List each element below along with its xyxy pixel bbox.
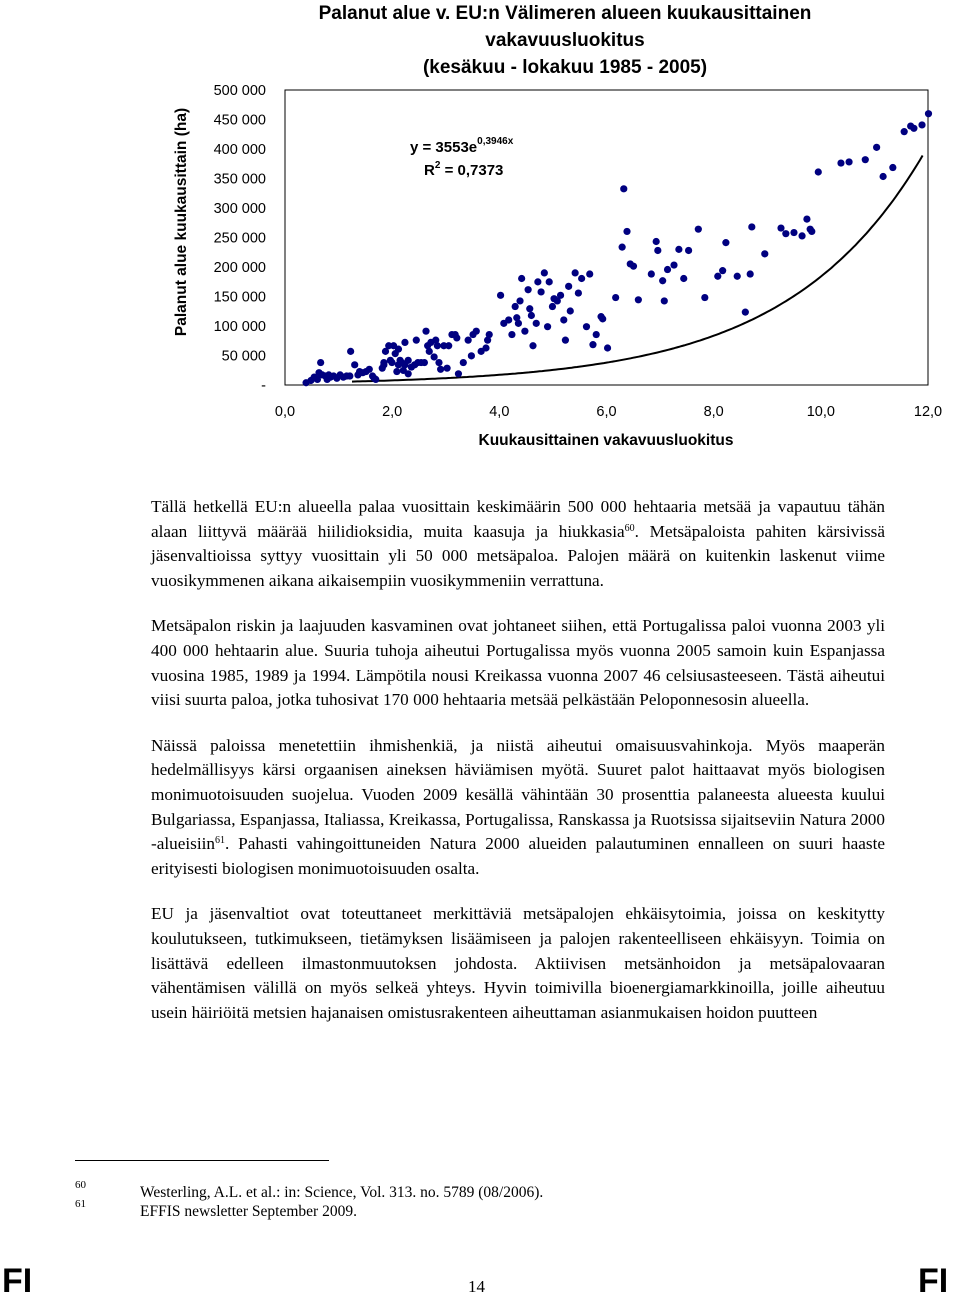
data-point	[837, 159, 844, 166]
y-tick-label: 50 000	[221, 348, 266, 365]
data-point	[565, 283, 572, 290]
data-point	[572, 269, 579, 276]
x-tick-label: 0,0	[274, 404, 296, 420]
data-point	[435, 359, 442, 366]
paragraph-2: Metsäpalon riskin ja laajuuden kasvaminen ovat johtaneet siihen, että Portugalissa paloi vuonna 2003 yli 400 000 hehtaarin alue. Suuria tuhoja aiheutui Portugalissa myös vuonna 2005 samoin kuin Espanjassa vuosina 1985, 1989 ja 1994. Lämpötila nousi Kreikassa vuonna 2007 46 celsiusasteeseen. Tästä aiheutui viisi suurta paloa, jotka tuhosivat 170 000 hehtaaria metsää pelkästään Peloponnesosin alueella.	[151, 616, 885, 710]
data-point	[586, 270, 593, 277]
data-point	[455, 370, 462, 377]
y-tick-label: 500 000	[213, 83, 266, 99]
y-tick-label: 450 000	[213, 112, 266, 129]
data-point	[401, 339, 408, 346]
data-point	[918, 121, 925, 128]
data-point	[453, 334, 460, 341]
data-point	[619, 244, 626, 251]
data-point	[808, 228, 815, 235]
data-point	[701, 294, 708, 301]
data-point	[366, 366, 373, 373]
data-point	[862, 156, 869, 163]
data-point	[630, 263, 637, 270]
paragraph-1: Tällä hetkellä EU:n alueella palaa vuosittain keskimäärin 500 000 hehtaaria metsää ja vapautuu tähän alaan liittyvä määrää hiilidioksidia, muita kaasuja ja hiukkasia$^{60}$. Metsäpaloista pahiten kärsivissä jäsenvaltioissa syttyy vuosittain yli 50 000 metsäpaloa. Palojen määrä on kuitenkin laskenut viime vuosikymmenen aikana aikaisempiin vuosikymmeniin verrattuna.	[151, 497, 885, 590]
data-point	[351, 361, 358, 368]
data-point	[372, 376, 379, 383]
y-tick-label: 350 000	[213, 171, 266, 188]
data-point	[880, 173, 887, 180]
y-tick-label: 100 000	[213, 319, 266, 335]
data-point	[460, 359, 467, 366]
chart-title-line-1: Palanut alue v. EU:n Välimeren alueen kuukausittainen	[318, 3, 812, 24]
data-point	[620, 185, 627, 192]
data-point	[521, 328, 528, 335]
data-point	[422, 328, 429, 335]
data-point	[593, 331, 600, 338]
x-tick-label: 2,0	[382, 404, 403, 420]
data-point	[803, 215, 810, 222]
equation-main: y = 3553e	[410, 139, 478, 156]
body-text	[151, 495, 885, 1046]
data-point	[421, 359, 428, 366]
data-point	[761, 250, 768, 257]
y-tick-label: -	[261, 378, 266, 394]
data-point	[515, 320, 522, 327]
data-point	[426, 348, 433, 355]
data-point	[538, 288, 545, 295]
language-label-right: FI	[918, 1262, 949, 1300]
data-point	[742, 309, 749, 316]
y-tick-label: 200 000	[213, 260, 266, 276]
data-point	[486, 331, 493, 338]
data-point	[664, 266, 671, 273]
footnote-text: Westerling, A.L. et al.: in: Science, Vol. 313. no. 5789 (08/2006).	[140, 1184, 544, 1201]
data-point	[482, 344, 489, 351]
data-point	[533, 320, 540, 327]
data-point	[670, 261, 677, 268]
data-point	[648, 270, 655, 277]
data-point	[405, 357, 412, 364]
data-point	[534, 278, 541, 285]
data-point	[431, 353, 438, 360]
plot-area	[285, 90, 928, 385]
data-point	[347, 348, 354, 355]
data-point	[562, 337, 569, 344]
footnote-ref-60: 60	[624, 522, 635, 534]
r2-superscript: 2	[434, 160, 441, 171]
data-point	[516, 297, 523, 304]
data-point	[557, 292, 564, 299]
data-point	[434, 342, 441, 349]
data-point	[910, 125, 917, 132]
data-point	[777, 224, 784, 231]
data-point	[528, 312, 535, 319]
data-point	[465, 337, 472, 344]
r2-value: = 0,7373	[440, 162, 504, 179]
data-point	[901, 128, 908, 135]
x-tick-label: 6,0	[596, 404, 617, 420]
data-point	[680, 275, 687, 282]
data-point	[578, 275, 585, 282]
data-point	[790, 229, 797, 236]
data-point	[405, 370, 412, 377]
data-point	[549, 303, 556, 310]
footnote-text: EFFIS newsletter September 2009.	[140, 1203, 357, 1220]
data-point	[445, 342, 452, 349]
data-point	[719, 267, 726, 274]
data-point	[443, 365, 450, 372]
data-point	[526, 305, 533, 312]
y-tick-label: 400 000	[213, 142, 266, 158]
data-point	[393, 368, 400, 375]
paragraph-3: Näissä paloissa menetettiin ihmishenkiä, ja niistä aiheutui omaisuusvahinkoja. Myös maaperän hedelmällisyys kärsi orgaanisen aineksen häviämisen myötä. Suuret palot haittaavat myös biologisen monimuotoisuuden suojelua. Vuoden 2009 kesällä vähintään 30 prosenttia palaneesta alueesta kuului Bulgariassa, Espanjassa, Italiassa, Kreikassa, Portugalissa, Ranskassa ja Ruotsissa sijaitseviin Natura 2000 -alueisiin$^{61}$. Pahasti vahingoittuneiden Natura 2000 alueiden palautuminen ennalleen on suuri haaste erityisesti biologisen monimuotoisuuden osalta.	[151, 735, 885, 878]
data-point	[653, 238, 660, 245]
y-tick-label: 250 000	[213, 230, 266, 247]
data-point	[599, 315, 606, 322]
data-point	[567, 307, 574, 314]
svg-text:y = 3553e0,3946x	[410, 136, 514, 156]
data-point	[508, 331, 515, 338]
data-point	[782, 230, 789, 237]
data-point	[747, 270, 754, 277]
data-point	[845, 158, 852, 165]
footnote-rule	[75, 1160, 329, 1161]
data-point	[546, 278, 553, 285]
data-point	[734, 273, 741, 280]
data-point	[815, 168, 822, 175]
x-tick-label: 8,0	[703, 404, 724, 420]
y-axis-title: Palanut alue kuukausittain (ha)	[173, 107, 190, 337]
footnote-number: 60	[75, 1179, 86, 1191]
data-point	[560, 316, 567, 323]
chart-title-line-3: (kesäkuu - lokakuu 1985 - 2005)	[422, 57, 708, 78]
data-point	[388, 359, 395, 366]
page-number: 14	[468, 1277, 485, 1296]
language-label-left: FI	[2, 1262, 33, 1300]
data-point	[748, 223, 755, 230]
data-point	[659, 277, 666, 284]
paragraph-4: EU ja jäsenvaltiot ovat toteuttaneet merkittäviä metsäpalojen ehkäisytoimia, joissa on keskitytty koulutukseen, tutkimukseen, tietämyksen lisäämiseen ja palojen rakenteelliseen ehkäisyyn. Toimia on lisättävä edelleen ilmastonmuutoksen johdosta. Aktiivisen metsänhoidon ja metsäpalovaaran vähentämisen välillä on myös selkeä yhteys. Hyvin toimivilla bioenergiamarkkinoilla, joille aiheutuu usein häiriöitä metsien hajanaisen omistusrakenteen aiheuttaman asianmukaisen hoidon puutteen	[151, 904, 885, 1022]
x-axis-title: Kuukausittainen vakavuusluokitus	[478, 432, 734, 449]
data-point	[346, 372, 353, 379]
data-point	[468, 352, 475, 359]
data-point	[722, 239, 729, 246]
scatter-chart	[0, 0, 960, 460]
data-point	[505, 316, 512, 323]
data-point	[661, 297, 668, 304]
footnote-ref-61: 61	[214, 835, 225, 847]
data-point	[654, 247, 661, 254]
data-point	[541, 269, 548, 276]
data-point	[395, 346, 402, 353]
y-tick-label: 300 000	[213, 201, 266, 217]
data-point	[317, 359, 324, 366]
data-point	[604, 344, 611, 351]
data-point	[873, 144, 880, 151]
data-point	[623, 228, 630, 235]
x-tick-label: 10,0	[806, 404, 835, 420]
data-point	[714, 273, 721, 280]
data-point	[413, 337, 420, 344]
x-tick-label: 4,0	[489, 404, 510, 420]
data-point	[675, 246, 682, 253]
svg-text:R2 = 0,7373	[424, 160, 503, 179]
data-point	[512, 303, 519, 310]
data-point	[497, 292, 504, 299]
data-point	[473, 328, 480, 335]
data-point	[798, 232, 805, 239]
r2-label: R	[424, 162, 435, 179]
data-point	[525, 286, 532, 293]
x-tick-label: 12,0	[913, 404, 943, 420]
data-point	[612, 294, 619, 301]
data-point	[635, 296, 642, 303]
data-point	[575, 289, 582, 296]
data-point	[583, 323, 590, 330]
data-point	[925, 110, 932, 117]
data-point	[685, 247, 692, 254]
data-point	[589, 341, 596, 348]
footnote-number: 61	[75, 1198, 86, 1210]
y-tick-label: 150 000	[213, 289, 266, 306]
data-point	[518, 275, 525, 282]
chart-title-line-2: vakavuusluokitus	[485, 30, 645, 51]
data-point	[544, 323, 551, 330]
data-point	[437, 366, 444, 373]
data-point	[380, 359, 387, 366]
data-point	[695, 226, 702, 233]
trend-equation	[410, 136, 514, 179]
data-point	[529, 342, 536, 349]
data-point	[889, 164, 896, 171]
equation-exponent: 0,3946x	[477, 136, 514, 147]
